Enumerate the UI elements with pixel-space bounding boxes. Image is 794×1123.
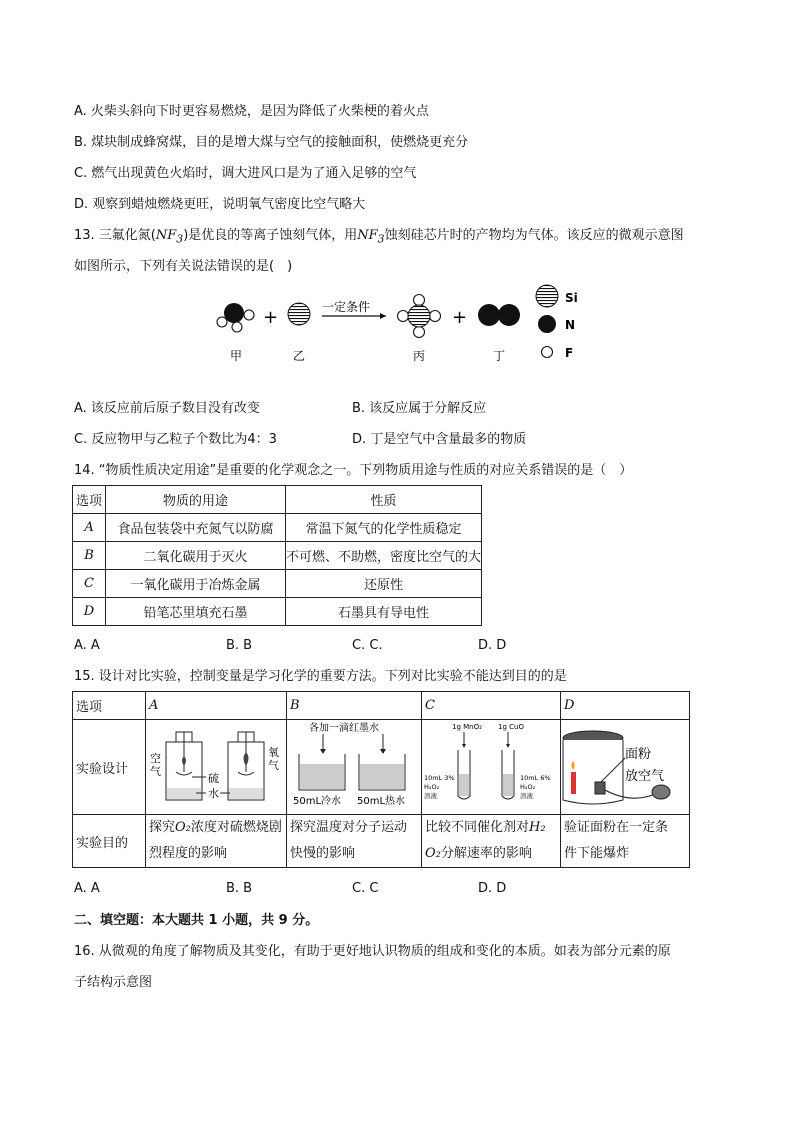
table-row-purpose: 实验目的 探究O₂浓度对硫燃烧剧 烈程度的影响 探究温度对分子运动 快慢的影响 比较不同催化剂对H₂ O₂分解速率的影响 验证面粉在一定条 件下能爆炸 xyxy=(73,815,690,868)
q14-stem: 14. “物质性质决定用途”是重要的化学观念之一。下列物质用途与性质的对应关系错误的是（ ） xyxy=(74,463,633,478)
label-flour: 面粉 xyxy=(625,747,652,762)
figure-a-bottles xyxy=(146,720,286,810)
label-cuo: 1g CuO xyxy=(498,723,524,731)
label-oxygen: 氧 xyxy=(268,746,279,759)
q15-answer-c: C. C xyxy=(352,881,379,896)
arrow-label: 一定条件 xyxy=(322,300,371,314)
table-header-row: 选项 物质的用途 性质 xyxy=(73,486,482,514)
molecule-sif4 xyxy=(398,295,441,338)
plus-sign: + xyxy=(263,307,279,328)
table-row: A 食品包装袋中充氮气以防腐 常温下氮气的化学性质稳定 xyxy=(73,514,482,542)
figure-a-cell xyxy=(146,720,287,815)
label-hot-water: 50mL热水 xyxy=(357,796,406,807)
legend-n-label: N xyxy=(565,318,576,332)
legend-si-label: Si xyxy=(565,291,578,305)
section-heading: 二、填空题：本大题共 1 小题，共 9 分。 xyxy=(74,913,319,928)
svg-text:H₂O₂: H₂O₂ xyxy=(424,783,440,791)
label-bing: 丙 xyxy=(413,349,426,363)
label-ding: 丁 xyxy=(493,349,506,363)
table-row-design: 实验设计 空 气 硫 水 氧 气 各加一滴红墨水 50mL冷水 50mL热水 1g MnO₂ 1g CuO 10mL 3% H₂O₂ 溶液 10mL 6% H₂O₂ 溶液 面粉 放空气 xyxy=(73,720,690,815)
label-jia: 甲 xyxy=(230,349,243,363)
table-row: B 二氧化碳用于灭火 不可燃、不助燃，密度比空气的大 xyxy=(73,542,482,570)
q14-answer-c: C. C. xyxy=(352,638,383,653)
svg-text:10mL 3%: 10mL 3% xyxy=(424,774,455,782)
nf3-formula: NF xyxy=(357,228,378,243)
purpose-b: 探究温度对分子运动 快慢的影响 xyxy=(287,815,422,868)
arrow-head-icon xyxy=(380,313,386,319)
molecule-n2 xyxy=(478,304,520,326)
figure-d-flour-can xyxy=(561,720,685,810)
q13-option-a: A. 该反应前后原子数目没有改变 xyxy=(74,401,260,416)
table-header-row: 选项 A B C D xyxy=(73,692,690,720)
label-mno2: 1g MnO₂ xyxy=(452,723,482,731)
legend-n-icon xyxy=(538,315,556,333)
purpose-d: 验证面粉在一定条 件下能爆炸 xyxy=(561,815,690,868)
q13-option-b: B. 该反应属于分解反应 xyxy=(352,401,487,416)
svg-text:10mL 6%: 10mL 6% xyxy=(520,774,551,782)
table-row: D 铅笔芯里填充石墨 石墨具有导电性 xyxy=(73,598,482,626)
label-sulfur: 硫 xyxy=(208,772,219,785)
svg-text:溶液: 溶液 xyxy=(424,792,437,800)
figure-b-cell xyxy=(287,720,422,815)
legend-f-icon xyxy=(542,347,553,358)
plus-sign-2: + xyxy=(452,307,468,328)
figure-c-test-tubes xyxy=(422,720,560,810)
label-air: 空 xyxy=(150,752,161,765)
figure-d-cell xyxy=(561,720,690,815)
q16-stem-line1: 16. 从微观的角度了解物质及其变化，有助于更好地认识物质的组成和变化的本质。如表为部分元素的原 xyxy=(74,944,671,959)
q15-table xyxy=(72,691,690,868)
purpose-a: 探究O₂浓度对硫燃烧剧 烈程度的影响 xyxy=(146,815,287,868)
svg-text:气: 气 xyxy=(150,765,161,778)
q15-stem: 15. 设计对比实验，控制变量是学习化学的重要方法。下列对比实验不能达到目的的是 xyxy=(74,669,567,684)
q13-stem-line1: 13. 三氟化氮$(NF_3)$是优良的等离子蚀刻气体，用$NF_3$蚀刻硅芯片时的产物均为气体。该反应的微观示意图 xyxy=(74,228,684,246)
legend-f-label: F xyxy=(565,346,574,360)
q13-option-d: D. 丁是空气中含量最多的物质 xyxy=(352,432,527,447)
q12-option-a: A. 火柴头斜向下时更容易燃烧，是因为降低了火柴梗的着火点 xyxy=(74,104,429,119)
q12-option-b: B. 煤块制成蜂窝煤，目的是增大煤与空气的接触面积，使燃烧更充分 xyxy=(74,135,469,150)
label-water: 水 xyxy=(208,787,219,800)
figure-b-beakers xyxy=(287,720,421,810)
q14-answer-d: D. D xyxy=(478,638,507,653)
svg-text:H₂O₂: H₂O₂ xyxy=(520,783,536,791)
q12-option-c: C. 燃气出现黄色火焰时，调大进风口是为了通入足够的空气 xyxy=(74,166,417,181)
q15-answer-b: B. B xyxy=(226,881,253,896)
molecule-nf3 xyxy=(217,303,254,332)
label-yi: 乙 xyxy=(293,349,306,363)
q14-answer-a: A. A xyxy=(74,638,100,653)
svg-text:气: 气 xyxy=(268,759,279,772)
reaction-diagram xyxy=(200,282,600,368)
q14-table xyxy=(72,485,482,626)
figure-c-cell xyxy=(422,720,561,815)
q13-stem-line2: 如图所示，下列有关说法错误的是( ) xyxy=(74,259,293,274)
svg-text:溶液: 溶液 xyxy=(520,792,533,800)
q13-option-c: C. 反应物甲与乙粒子个数比为4：3 xyxy=(74,432,277,447)
q16-stem-line2: 子结构示意图 xyxy=(74,975,153,990)
q15-answer-a: A. A xyxy=(74,881,100,896)
q15-answer-d: D. D xyxy=(478,881,507,896)
q12-option-d: D. 观察到蜡烛燃烧更旺，说明氧气密度比空气略大 xyxy=(74,197,366,212)
label-red-ink: 各加一滴红墨水 xyxy=(309,723,379,734)
label-blow-air: 放空气 xyxy=(625,769,665,784)
label-cold-water: 50mL冷水 xyxy=(293,796,342,807)
q14-answer-b: B. B xyxy=(226,638,253,653)
atom-si xyxy=(288,303,310,325)
table-row: C 一氧化碳用于冶炼金属 还原性 xyxy=(73,570,482,598)
purpose-c: 比较不同催化剂对H₂ O₂分解速率的影响 xyxy=(422,815,561,868)
legend-si-icon xyxy=(536,285,558,307)
